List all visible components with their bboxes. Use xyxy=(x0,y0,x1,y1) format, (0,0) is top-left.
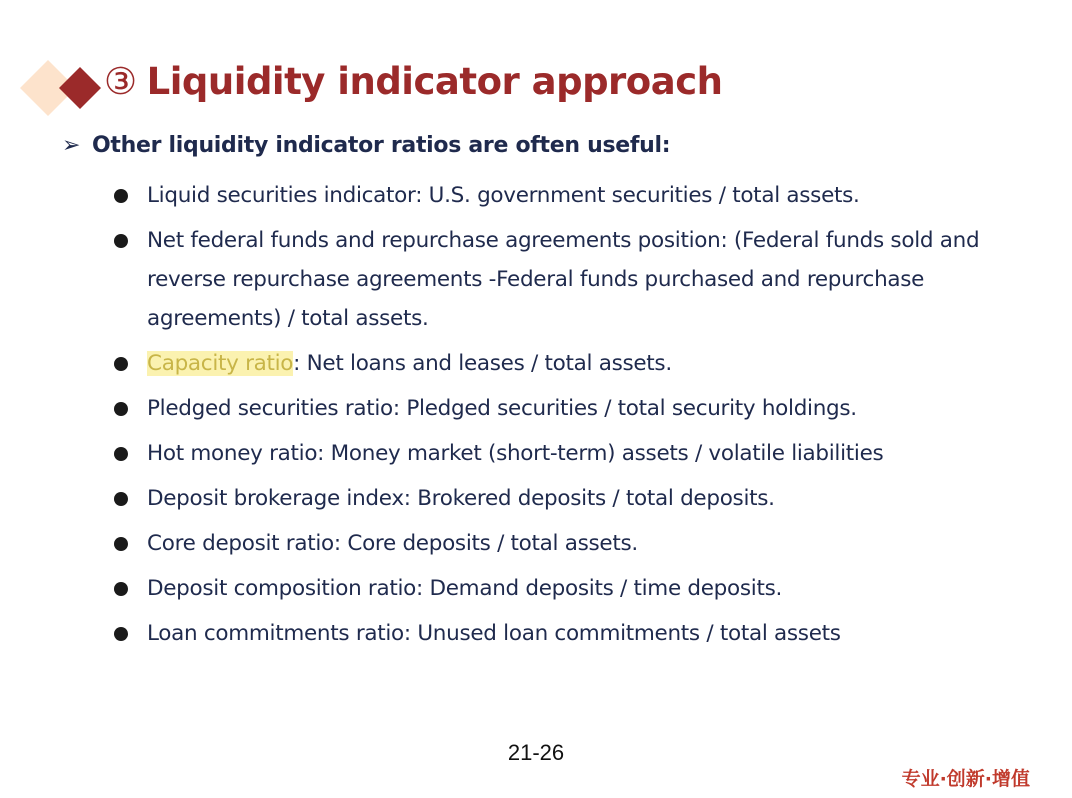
list-item xyxy=(110,434,1010,473)
list-item xyxy=(110,221,1010,338)
bullet-dot-icon xyxy=(114,627,128,641)
list-item xyxy=(110,614,1010,653)
bullet-dot-icon xyxy=(114,447,128,461)
bullet-dot-icon xyxy=(114,402,128,416)
list-item-text: Deposit brokerage index: Brokered deposits / total deposits. xyxy=(147,486,775,511)
list-item-text: : Net loans and leases / total assets. xyxy=(293,351,672,376)
page-number: 21-26 xyxy=(507,740,565,765)
list-item-text: Loan commitments ratio: Unused loan commitments / total assets xyxy=(147,621,841,646)
footer-slogan: 专业·创新·增值 xyxy=(901,768,1030,790)
title-number: ③ xyxy=(104,60,137,103)
bullet-dot-icon xyxy=(114,582,128,596)
list-item-text: Net federal funds and repurchase agreements position: (Federal funds sold and reverse repurchase agreements -Federal funds purchased and repurchase agreements) / total assets. xyxy=(147,228,980,331)
list-item xyxy=(110,479,1010,518)
list-item-text: Liquid securities indicator: U.S. government securities / total assets. xyxy=(147,183,860,208)
bullet-list xyxy=(110,176,1010,659)
arrow-bullet-icon: ➢ xyxy=(62,133,81,158)
bullet-dot-icon xyxy=(114,537,128,551)
list-item-text: Core deposit ratio: Core deposits / total assets. xyxy=(147,531,638,556)
list-item xyxy=(110,524,1010,563)
slide-title xyxy=(104,60,722,103)
list-item-text: Pledged securities ratio: Pledged securities / total security holdings. xyxy=(147,396,857,421)
list-item-text: Deposit composition ratio: Demand deposits / time deposits. xyxy=(147,576,783,601)
highlighted-term: Capacity ratio xyxy=(147,351,294,376)
list-item xyxy=(110,569,1010,608)
bullet-dot-icon xyxy=(114,189,128,203)
list-item xyxy=(110,389,1010,428)
subheading-text: Other liquidity indicator ratios are often useful: xyxy=(92,133,671,158)
bullet-dot-icon xyxy=(114,492,128,506)
bullet-dot-icon xyxy=(114,234,128,248)
list-item-text: Hot money ratio: Money market (short-term) assets / volatile liabilities xyxy=(147,441,884,466)
list-item xyxy=(110,344,1010,383)
title-text: Liquidity indicator approach xyxy=(146,60,723,103)
bullet-dot-icon xyxy=(114,357,128,371)
list-item xyxy=(110,176,1010,215)
subheading xyxy=(62,133,670,158)
